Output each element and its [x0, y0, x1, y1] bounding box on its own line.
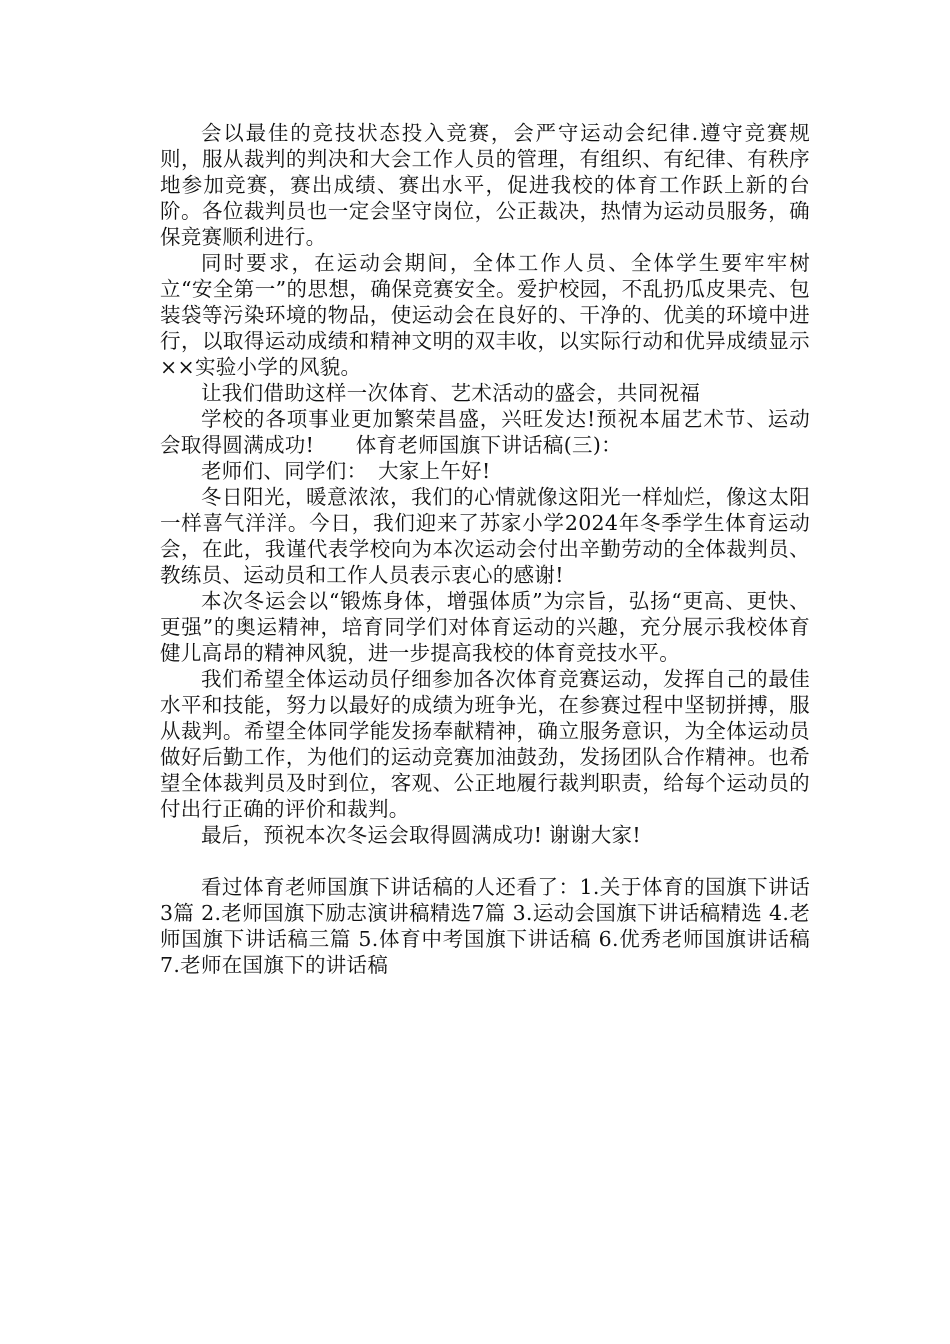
- paragraph: 老师们、同学们： 大家上午好!: [201, 459, 491, 483]
- related-articles: 看过体育老师国旗下讲话稿的人还看了：1.关于体育的国旗下讲话3篇 2.老师国旗下励志演讲稿精选7篇 3.运动会国旗下讲话稿精选 4.老师国旗下讲话稿三篇 5.体育中考国旗下讲话稿 6.优秀老师国旗讲话稿 7.老师在国旗下的讲话稿: [160, 875, 810, 977]
- paragraph: 冬日阳光，暖意浓浓，我们的心情就像这阳光一样灿烂，像这太阳一样喜气洋洋。今日，我们迎来了苏家小学2024年冬季学生体育运动会，在此，我谨代表学校向为本次运动会付出辛勤劳动的全体裁判员、教练员、运动员和工作人员表示衷心的感谢!: [160, 485, 810, 587]
- paragraph: 会以最佳的竞技状态投入竞赛，会严守运动会纪律.遵守竞赛规则，服从裁判的判决和大会工作人员的管理，有组织、有纪律、有秩序地参加竞赛，赛出成绩、赛出水平，促进我校的体育工作跃上新的台阶。各位裁判员也一定会坚守岗位，公正裁决，热情为运动员服务，确保竞赛顺利进行。: [160, 121, 810, 249]
- paragraph: 学校的各项事业更加繁荣昌盛，兴旺发达!预祝本届艺术节、运动会取得圆满成功! 体育老师国旗下讲话稿(三)：: [160, 407, 810, 457]
- paragraph: 本次冬运会以“锻炼身体，增强体质”为宗旨，弘扬“更高、更快、更强”的奥运精神，培育同学们对体育运动的兴趣，充分展示我校体育健儿高昂的精神风貌，进一步提高我校的体育竞技水平。: [160, 589, 810, 665]
- paragraph: 同时要求，在运动会期间，全体工作人员、全体学生要牢牢树立“安全第一”的思想，确保竞赛安全。爱护校园，不乱扔瓜皮果壳、包装袋等污染环境的物品，使运动会在良好的、干净的、优美的环境中进行，以取得运动成绩和精神文明的双丰收，以实际行动和优异成绩显示××实验小学的风貌。: [160, 251, 810, 379]
- document-body: [160, 120, 810, 978]
- paragraph: 我们希望全体运动员仔细参加各次体育竞赛运动，发挥自己的最佳水平和技能，努力以最好的成绩为班争光，在参赛过程中坚韧拼搏，服从裁判。希望全体同学能发扬奉献精神，确立服务意识，为全体运动员做好后勤工作，为他们的运动竞赛加油鼓劲，发扬团队合作精神。也希望全体裁判员及时到位，客观、公正地履行裁判职责，给每个运动员的付出行正确的评价和裁判。: [160, 667, 810, 821]
- paragraph: 让我们借助这样一次体育、艺术活动的盛会，共同祝福: [201, 381, 701, 405]
- paragraph: 最后，预祝本次冬运会取得圆满成功! 谢谢大家!: [201, 823, 641, 847]
